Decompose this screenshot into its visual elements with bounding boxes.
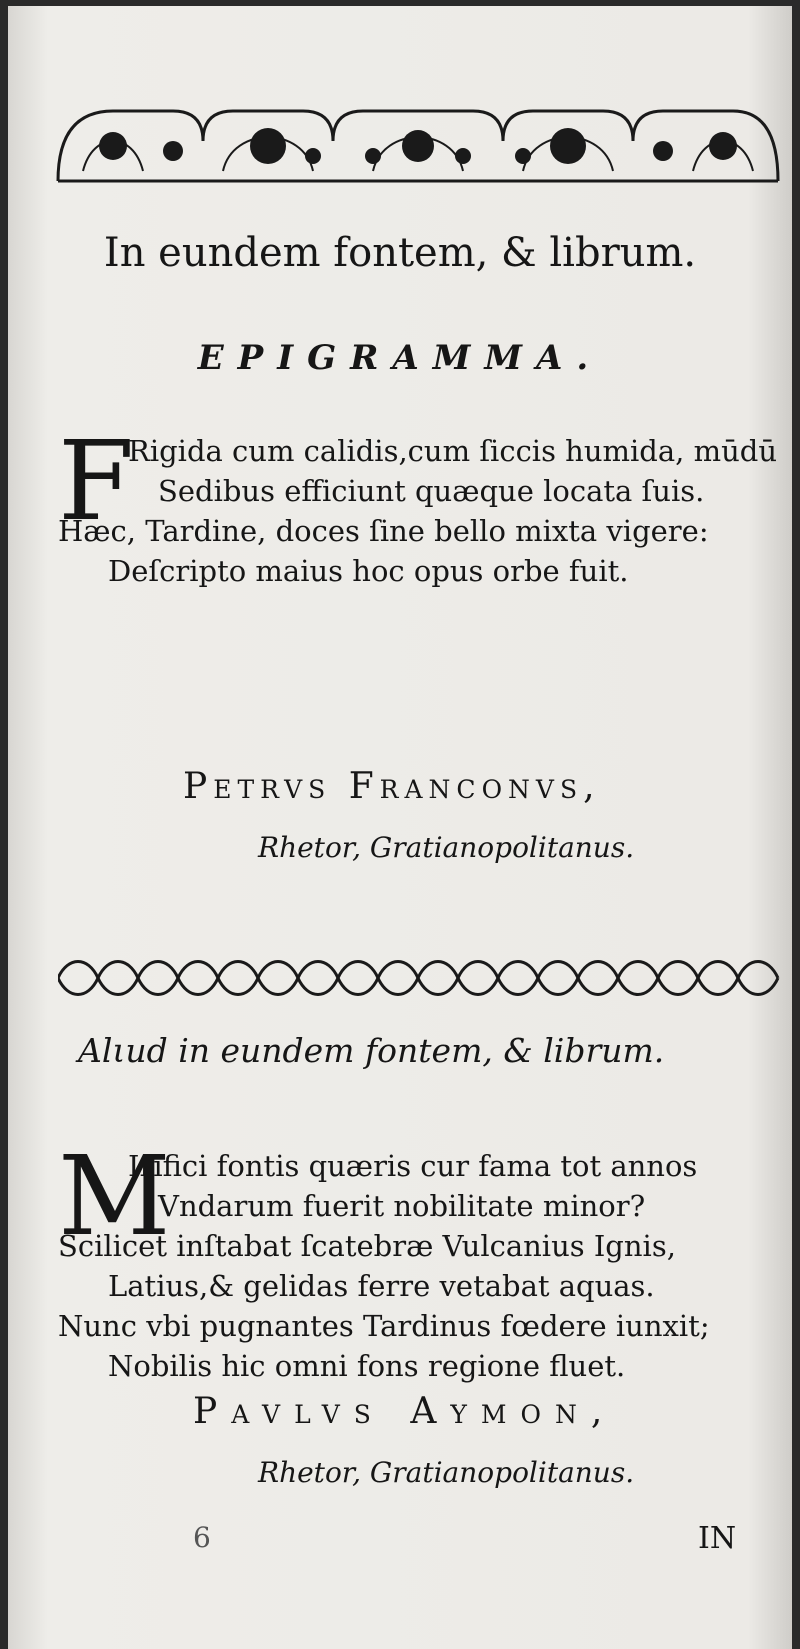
ornamental-divider [58, 951, 783, 1006]
poem-line: Scilicet inſtabat ſcatebræ Vulcanius Ignis, [58, 1229, 676, 1263]
poem-line: Rigida cum calidis,cum ſiccis humida, mūdū [128, 434, 778, 468]
drop-cap: M [58, 1132, 171, 1260]
page-title: In eundem fontem, & librum. [103, 230, 697, 276]
poem-line: Irifici fontis quæris cur fama tot annos [128, 1149, 698, 1183]
author-name: Petrvs Franconvs, [183, 766, 601, 807]
book-page [8, 6, 792, 1649]
author-role: Rhetor, Gratianopolitanus. [258, 1456, 635, 1489]
poem-alius [58, 1132, 778, 1386]
author-name: Pavlvs Aymon, [193, 1391, 617, 1432]
poem-line: Latius,& gelidas ferre vetabat aquas. [108, 1269, 655, 1303]
author-role: Rhetor, Gratianopolitanus. [258, 831, 635, 864]
poem-line: Nobilis hic omni fons regione fluet. [108, 1349, 626, 1383]
drop-cap: F [58, 417, 135, 545]
page-number: 6 [193, 1521, 211, 1554]
poem-line: Sedibus efficiunt quæque locata ſuis. [158, 474, 705, 508]
poem-line: Hæc, Tardine, doces ſine bello mixta vigere: [58, 514, 709, 548]
poem-line: Nunc vbi pugnantes Tardinus fœdere iunxit; [58, 1309, 710, 1343]
poem-line: Vndarum fuerit nobilitate minor? [158, 1189, 646, 1223]
poem-line: Deſcripto maius hoc opus orbe fuit. [108, 554, 629, 588]
poem-epigramma [58, 417, 778, 591]
section-heading: Alιud in eundem fontem, & librum. [78, 1031, 665, 1070]
epigram-heading: EPIGRAMMA. [197, 338, 603, 378]
catchword: IN [698, 1521, 737, 1556]
ornamental-headpiece [53, 101, 783, 196]
